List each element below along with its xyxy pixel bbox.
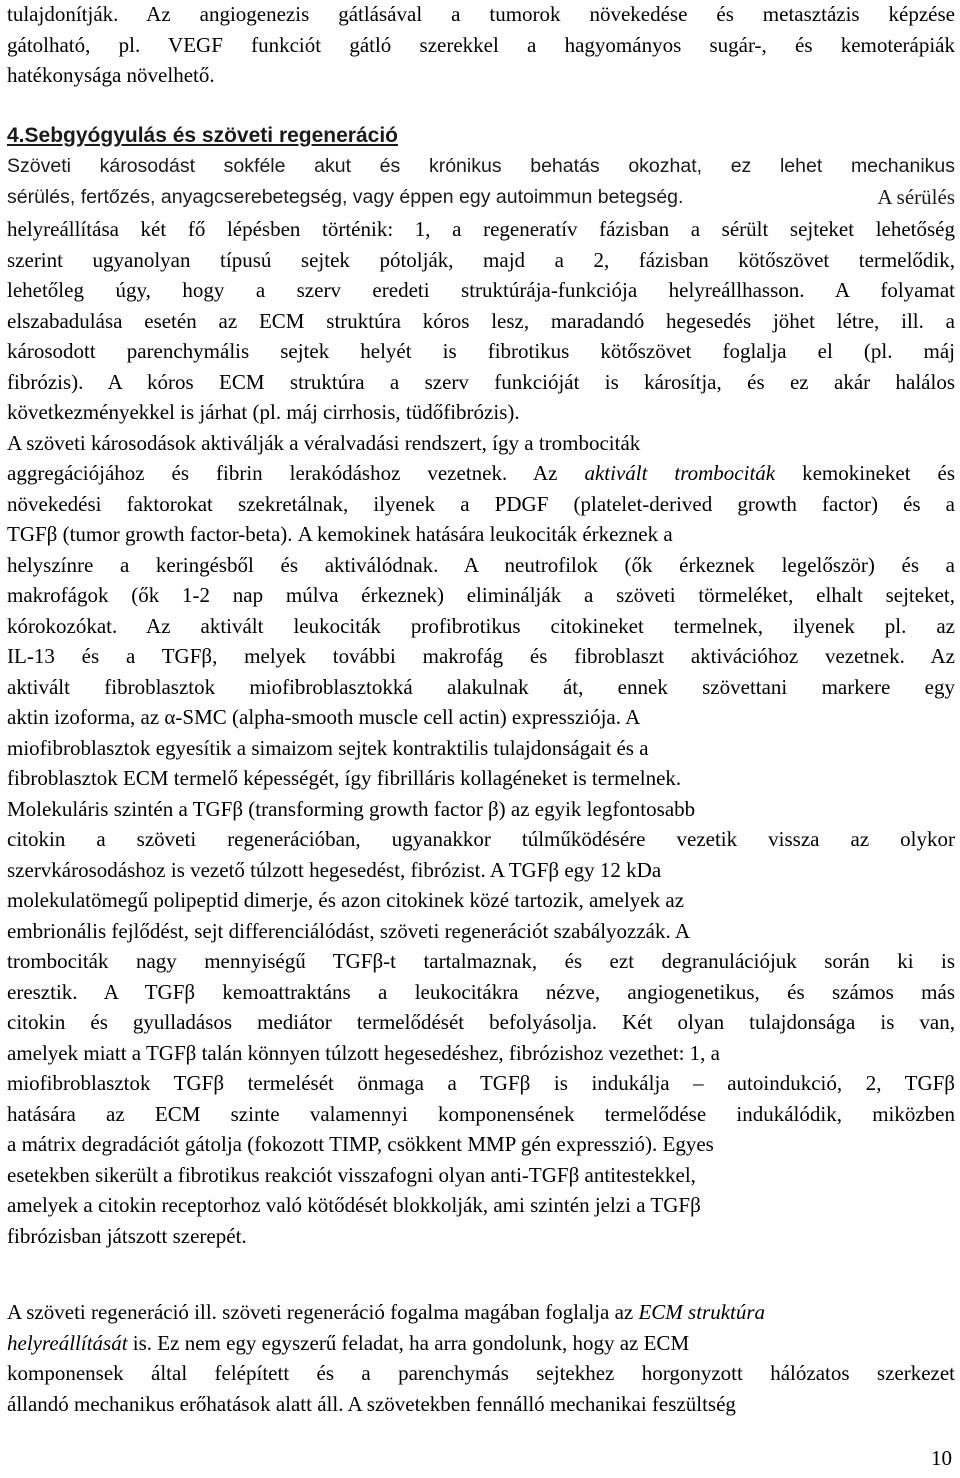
section-block	[7, 120, 955, 213]
text-line: Szöveti károsodást sokféle akut és krónikus behatás okozhat, ez lehet mechanikus	[7, 155, 955, 177]
text-line: növekedési faktorokat szekretálnak, ilyenek a PDGF (platelet-derived growth factor) és a	[7, 491, 955, 516]
text-line: amelyek miatt a TGFβ talán könnyen túlzott hegesedéshez, fibrózishoz vezethet: 1, a	[7, 1040, 720, 1065]
text-run: A sérülés	[877, 185, 955, 209]
text-line: IL-13 és a TGFβ, melyek további makrofág és fibroblaszt aktivációhoz vezetnek. Az	[7, 644, 955, 668]
text-line: aktin izoforma, az α-SMC (alpha-smooth muscle cell actin) expressziója. A	[7, 705, 641, 729]
text-line: makrofágok (ők 1-2 nap múlva érkeznek) eliminálják a szöveti törmeléket, elhalt sejteket,	[7, 583, 955, 607]
text-run: is. Ez nem egy egyszerű feladat, ha arra gondolunk, hogy az ECM	[127, 1330, 690, 1355]
text-run: sérülés, fertőzés, anyagcserebetegség, vagy éppen egy autoimmun betegség.	[7, 186, 684, 208]
text-line: molekulatömegű polipeptid dimerje, és azon citokinek közé tartozik, amelyek az	[7, 888, 685, 912]
text-line: embrionális fejlődést, sejt differenciálódást, szöveti regenerációt szabályozzák. A	[7, 918, 691, 943]
text-line: hatékonysága növelhető.	[7, 63, 215, 87]
text-line: hatására az ECM szinte valamennyi komponensének termelődése indukálódik, miközben	[7, 1101, 955, 1126]
text-line: lehetőleg úgy, hogy a szerv eredeti struktúrája-funkciója helyreállhasson. A folyamat	[7, 278, 955, 302]
text-line: miofibroblasztok egyesítik a simaizom sejtek kontraktilis tulajdonságait és a	[7, 735, 649, 760]
text-line: miofibroblasztok TGFβ termelését önmaga a TGFβ is indukálja – autoindukció, 2, TGFβ	[7, 1071, 955, 1095]
intro-paragraph	[7, 0, 955, 91]
text-line: gátolható, pl. VEGF funkciót gátló szerekkel a hagyományos sugár-, és kemoterápiák	[7, 32, 955, 57]
text-line: TGFβ (tumor growth factor-beta). A kemokinek hatására leukociták érkeznek a	[7, 522, 673, 546]
italic-text: aktivált trombociták	[584, 461, 776, 485]
paragraph-regeneration	[7, 214, 955, 1419]
text-line: elszabadulása esetén az ECM struktúra kóros lesz, maradandó hegesedés jöhet létre, ill. a	[7, 308, 955, 333]
italic-text: helyreállítását	[7, 1330, 128, 1355]
text-line: kórokozókat. Az aktivált leukociták profibrotikus citokineket termelnek, ilyenek pl. az	[7, 613, 955, 638]
text-line: komponensek által felépített és a parenchymás sejtekhez horgonyzott hálózatos szerkezet	[7, 1361, 955, 1385]
text-line: károsodott parenchymális sejtek helyét is fibrotikus kötőszövet foglalja el (pl. máj	[7, 339, 955, 363]
text-line: fibrózis). A kóros ECM struktúra a szerv funkcióját is károsítja, és ez akár halálos	[7, 369, 955, 394]
text-line: tulajdonítják. Az angiogenezis gátlásával a tumorok növekedése és metasztázis képzése	[7, 2, 955, 26]
text-line: trombociták nagy mennyiségű TGFβ-t tartalmaznak, és ezt degranulációjuk során ki is	[7, 949, 955, 973]
text-line: A szöveti károsodások aktiválják a véralvadási rendszert, így a trombociták	[7, 430, 641, 455]
text-line: helyszínre a keringésből és aktiválódnak. A neutrofilok (ők érkeznek legelőször) és a	[7, 552, 955, 577]
text-line: szerint ugyanolyan típusú sejtek pótolják, majd a 2, fázisban kötőszövet termelődik,	[7, 247, 955, 272]
section-heading: 4.Sebgyógyulás és szöveti regeneráció	[7, 124, 399, 147]
text-line: szervkárosodáshoz is vezető túlzott hegesedést, fibrózist. A TGFβ egy 12 kDa	[7, 857, 662, 882]
text-line	[7, 182, 955, 213]
text-run: A szöveti regeneráció ill. szöveti regeneráció fogalma magában foglalja az	[7, 1300, 639, 1324]
text-line: aktivált fibroblasztok miofibroblasztokká alakulnak át, ennek szövettani markere egy	[7, 674, 955, 699]
blank-line	[7, 1251, 955, 1297]
text-line: következményekkel is járhat (pl. máj cirrhosis, tüdőfibrózis).	[7, 400, 520, 424]
italic-text: ECM struktúra	[638, 1300, 766, 1324]
text-run: kemokineket és	[775, 461, 955, 485]
text-line: citokin és gyulladásos mediátor termelődését befolyásolja. Két olyan tulajdonsága is van,	[7, 1010, 955, 1034]
text-line: amelyek a citokin receptorhoz való kötődését blokkolják, ami szintén jelzi a TGFβ	[7, 1193, 701, 1217]
page-number: 10	[931, 1446, 952, 1470]
text-line: a mátrix degradációt gátolja (fokozott TIMP, csökkent MMP gén expresszió). Egyes	[7, 1132, 714, 1156]
text-line	[7, 1328, 955, 1359]
text-line: fibroblasztok ECM termelő képességét, így fibrilláris kollagéneket is termelnek.	[7, 766, 682, 790]
text-line: állandó mechanikus erőhatások alatt áll. A szövetekben fennálló mechanikai feszültség	[7, 1391, 736, 1416]
text-line	[7, 1297, 955, 1328]
text-line: esetekben sikerült a fibrotikus reakciót visszafogni olyan anti-TGFβ antitestekkel,	[7, 1162, 696, 1187]
text-line: fibrózisban játszott szerepét.	[7, 1223, 247, 1248]
text-line: citokin a szöveti regenerációban, ugyanakkor túlműködésére vezetik vissza az olykor	[7, 827, 955, 851]
text-line: eresztik. A TGFβ kemoattraktáns a leukocitákra nézve, angiogenetikus, és számos más	[7, 979, 955, 1004]
text-line	[7, 458, 955, 489]
text-line: helyreállítása két fő lépésben történik: 1, a regeneratív fázisban a sérült sejteket lehetőség	[7, 217, 955, 241]
text-line: Molekuláris szintén a TGFβ (transforming growth factor β) az egyik legfontosabb	[7, 796, 696, 821]
text-run: aggregációjához és fibrin lerakódáshoz vezetnek. Az	[7, 461, 585, 485]
